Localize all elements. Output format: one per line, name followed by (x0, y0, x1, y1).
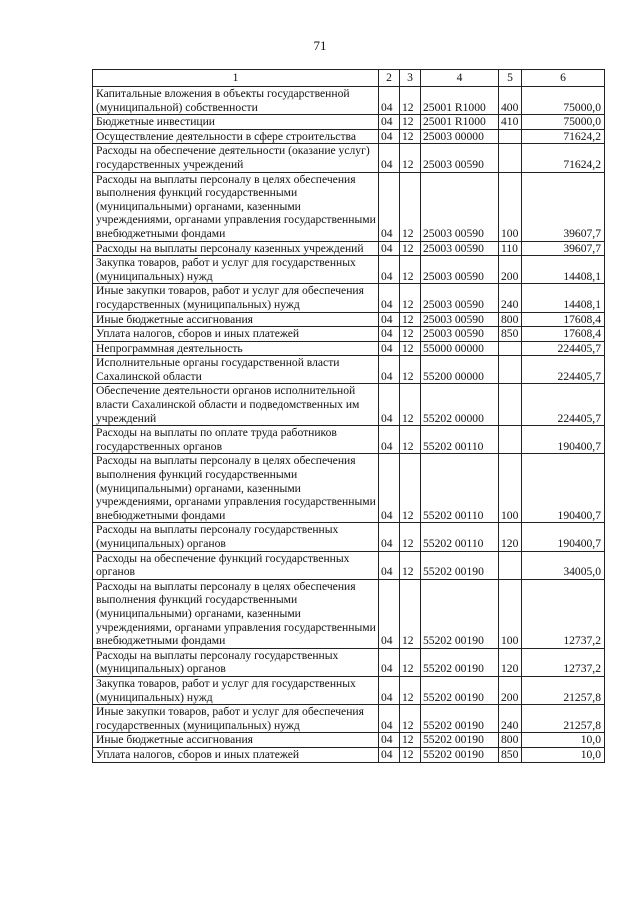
row-section-cell: 04 (379, 579, 400, 648)
row-subsection-cell: 12 (400, 426, 421, 454)
row-amount-cell: 12737,2 (522, 648, 605, 676)
row-subsection-cell: 12 (400, 551, 421, 579)
row-name-cell: Бюджетные инвестиции (93, 115, 379, 130)
row-amount-cell: 75000,0 (522, 115, 605, 130)
row-amount-cell: 39607,7 (522, 241, 605, 256)
row-code-cell: 25003 00590 (421, 144, 499, 172)
table-row (93, 384, 605, 426)
row-name-cell: Расходы на выплаты персоналу в целях обеспечения выполнения функций государственными (муниципальными) органами, казенными учреждениями, органами управления государственными внебюджетными фондами (93, 579, 379, 648)
row-code-cell: 25003 00000 (421, 129, 499, 144)
row-code-cell: 25003 00590 (421, 256, 499, 284)
row-code-cell: 55202 00110 (421, 454, 499, 523)
budget-table (92, 69, 605, 763)
row-amount-cell: 14408,1 (522, 284, 605, 312)
column-header: 5 (499, 70, 522, 87)
row-name-cell: Иные бюджетные ассигнования (93, 733, 379, 748)
row-code-cell: 25001 R1000 (421, 87, 499, 115)
row-amount-cell: 71624,2 (522, 144, 605, 172)
row-section-cell: 04 (379, 327, 400, 342)
row-type-cell: 850 (499, 747, 522, 762)
table-row (93, 341, 605, 356)
row-section-cell: 04 (379, 241, 400, 256)
row-code-cell: 55202 00190 (421, 579, 499, 648)
row-type-cell (499, 356, 522, 384)
row-type-cell: 100 (499, 454, 522, 523)
row-amount-cell: 17608,4 (522, 312, 605, 327)
row-amount-cell: 190400,7 (522, 454, 605, 523)
row-code-cell: 25001 R1000 (421, 115, 499, 130)
table-row (93, 676, 605, 704)
row-name-cell: Осуществление деятельности в сфере строительства (93, 129, 379, 144)
row-code-cell: 25003 00590 (421, 327, 499, 342)
row-section-cell: 04 (379, 87, 400, 115)
row-subsection-cell: 12 (400, 115, 421, 130)
row-type-cell: 110 (499, 241, 522, 256)
table-row (93, 256, 605, 284)
row-name-cell: Расходы на выплаты персоналу казенных учреждений (93, 241, 379, 256)
row-subsection-cell: 12 (400, 327, 421, 342)
row-name-cell: Расходы на обеспечение деятельности (оказание услуг) государственных учреждений (93, 144, 379, 172)
row-section-cell: 04 (379, 747, 400, 762)
row-name-cell: Расходы на выплаты персоналу в целях обеспечения выполнения функций государственными (муниципальными) органами, казенными учреждениями, органами управления государственными внебюджетными фондами (93, 172, 379, 241)
row-amount-cell: 71624,2 (522, 129, 605, 144)
row-section-cell: 04 (379, 115, 400, 130)
row-code-cell: 25003 00590 (421, 241, 499, 256)
row-section-cell: 04 (379, 172, 400, 241)
row-type-cell (499, 426, 522, 454)
row-amount-cell: 75000,0 (522, 87, 605, 115)
row-amount-cell: 190400,7 (522, 523, 605, 551)
row-type-cell: 120 (499, 648, 522, 676)
table-row (93, 356, 605, 384)
table-row (93, 454, 605, 523)
row-section-cell: 04 (379, 426, 400, 454)
column-header: 2 (379, 70, 400, 87)
table-row (93, 172, 605, 241)
column-header: 3 (400, 70, 421, 87)
row-subsection-cell: 12 (400, 284, 421, 312)
row-name-cell: Расходы на обеспечение функций государственных органов (93, 551, 379, 579)
row-name-cell: Уплата налогов, сборов и иных платежей (93, 327, 379, 342)
row-section-cell: 04 (379, 284, 400, 312)
table-row (93, 747, 605, 762)
row-code-cell: 55202 00110 (421, 523, 499, 551)
row-amount-cell: 12737,2 (522, 579, 605, 648)
table-row (93, 523, 605, 551)
row-type-cell (499, 551, 522, 579)
row-code-cell: 55202 00110 (421, 426, 499, 454)
row-name-cell: Закупка товаров, работ и услуг для государственных (муниципальных) нужд (93, 256, 379, 284)
row-subsection-cell: 12 (400, 172, 421, 241)
table-row (93, 284, 605, 312)
row-name-cell: Иные закупки товаров, работ и услуг для обеспечения государственных (муниципальных) нужд (93, 284, 379, 312)
table-row (93, 129, 605, 144)
row-subsection-cell: 12 (400, 356, 421, 384)
table-row (93, 241, 605, 256)
row-code-cell: 55200 00000 (421, 356, 499, 384)
row-name-cell: Расходы на выплаты по оплате труда работников государственных органов (93, 426, 379, 454)
row-subsection-cell: 12 (400, 523, 421, 551)
row-section-cell: 04 (379, 454, 400, 523)
row-name-cell: Иные бюджетные ассигнования (93, 312, 379, 327)
row-section-cell: 04 (379, 523, 400, 551)
row-name-cell: Расходы на выплаты персоналу государственных (муниципальных) органов (93, 648, 379, 676)
row-amount-cell: 224405,7 (522, 384, 605, 426)
row-type-cell (499, 144, 522, 172)
row-code-cell: 55202 00190 (421, 747, 499, 762)
row-amount-cell: 224405,7 (522, 356, 605, 384)
row-section-cell: 04 (379, 312, 400, 327)
table-row (93, 426, 605, 454)
row-type-cell: 240 (499, 705, 522, 733)
table-row (93, 312, 605, 327)
row-section-cell: 04 (379, 256, 400, 284)
row-amount-cell: 10,0 (522, 733, 605, 748)
row-amount-cell: 17608,4 (522, 327, 605, 342)
row-section-cell: 04 (379, 356, 400, 384)
row-code-cell: 55202 00190 (421, 705, 499, 733)
row-amount-cell: 10,0 (522, 747, 605, 762)
row-section-cell: 04 (379, 676, 400, 704)
table-row (93, 705, 605, 733)
row-section-cell: 04 (379, 648, 400, 676)
row-code-cell: 25003 00590 (421, 312, 499, 327)
row-section-cell: 04 (379, 144, 400, 172)
row-subsection-cell: 12 (400, 312, 421, 327)
row-subsection-cell: 12 (400, 705, 421, 733)
row-amount-cell: 190400,7 (522, 426, 605, 454)
row-code-cell: 55202 00190 (421, 676, 499, 704)
table-row (93, 733, 605, 748)
table-row (93, 579, 605, 648)
row-name-cell: Расходы на выплаты персоналу государственных (муниципальных) органов (93, 523, 379, 551)
row-name-cell: Уплата налогов, сборов и иных платежей (93, 747, 379, 762)
row-amount-cell: 21257,8 (522, 705, 605, 733)
row-section-cell: 04 (379, 341, 400, 356)
table-row (93, 87, 605, 115)
row-subsection-cell: 12 (400, 241, 421, 256)
page-number: 71 (313, 38, 327, 53)
row-subsection-cell: 12 (400, 256, 421, 284)
row-type-cell: 100 (499, 579, 522, 648)
table-row (93, 648, 605, 676)
row-type-cell: 240 (499, 284, 522, 312)
row-name-cell: Обеспечение деятельности органов исполнительной власти Сахалинской области и подведомственных им учреждений (93, 384, 379, 426)
row-name-cell: Расходы на выплаты персоналу в целях обеспечения выполнения функций государственными (муниципальными) органами, казенными учреждениями, органами управления государственными внебюджетными фондами (93, 454, 379, 523)
row-code-cell: 25003 00590 (421, 172, 499, 241)
row-section-cell: 04 (379, 551, 400, 579)
row-type-cell: 100 (499, 172, 522, 241)
row-amount-cell: 34005,0 (522, 551, 605, 579)
row-subsection-cell: 12 (400, 384, 421, 426)
row-type-cell: 850 (499, 327, 522, 342)
table-header-row (93, 70, 605, 87)
row-code-cell: 55000 00000 (421, 341, 499, 356)
row-subsection-cell: 12 (400, 648, 421, 676)
row-subsection-cell: 12 (400, 87, 421, 115)
row-section-cell: 04 (379, 705, 400, 733)
column-header: 4 (421, 70, 499, 87)
row-name-cell: Исполнительные органы государственной власти Сахалинской области (93, 356, 379, 384)
row-subsection-cell: 12 (400, 129, 421, 144)
row-amount-cell: 21257,8 (522, 676, 605, 704)
row-name-cell: Капитальные вложения в объекты государственной (муниципальной) собственности (93, 87, 379, 115)
row-amount-cell: 14408,1 (522, 256, 605, 284)
row-section-cell: 04 (379, 384, 400, 426)
row-subsection-cell: 12 (400, 144, 421, 172)
row-name-cell: Закупка товаров, работ и услуг для государственных (муниципальных) нужд (93, 676, 379, 704)
table-row (93, 551, 605, 579)
row-section-cell: 04 (379, 129, 400, 144)
column-header: 1 (93, 70, 379, 87)
row-amount-cell: 39607,7 (522, 172, 605, 241)
row-code-cell: 55202 00190 (421, 648, 499, 676)
row-type-cell (499, 384, 522, 426)
row-subsection-cell: 12 (400, 747, 421, 762)
row-type-cell: 200 (499, 676, 522, 704)
row-section-cell: 04 (379, 733, 400, 748)
row-type-cell (499, 341, 522, 356)
row-code-cell: 55202 00190 (421, 551, 499, 579)
row-name-cell: Непрограммная деятельность (93, 341, 379, 356)
row-type-cell: 120 (499, 523, 522, 551)
row-subsection-cell: 12 (400, 341, 421, 356)
row-name-cell: Иные закупки товаров, работ и услуг для обеспечения государственных (муниципальных) нужд (93, 705, 379, 733)
row-type-cell: 400 (499, 87, 522, 115)
table-row (93, 327, 605, 342)
row-code-cell: 55202 00190 (421, 733, 499, 748)
row-code-cell: 55202 00000 (421, 384, 499, 426)
row-subsection-cell: 12 (400, 676, 421, 704)
row-type-cell: 410 (499, 115, 522, 130)
row-type-cell: 800 (499, 312, 522, 327)
row-amount-cell: 224405,7 (522, 341, 605, 356)
row-subsection-cell: 12 (400, 579, 421, 648)
column-header: 6 (522, 70, 605, 87)
row-type-cell (499, 129, 522, 144)
row-type-cell: 800 (499, 733, 522, 748)
table-row (93, 144, 605, 172)
row-code-cell: 25003 00590 (421, 284, 499, 312)
table-row (93, 115, 605, 130)
row-subsection-cell: 12 (400, 454, 421, 523)
row-subsection-cell: 12 (400, 733, 421, 748)
row-type-cell: 200 (499, 256, 522, 284)
